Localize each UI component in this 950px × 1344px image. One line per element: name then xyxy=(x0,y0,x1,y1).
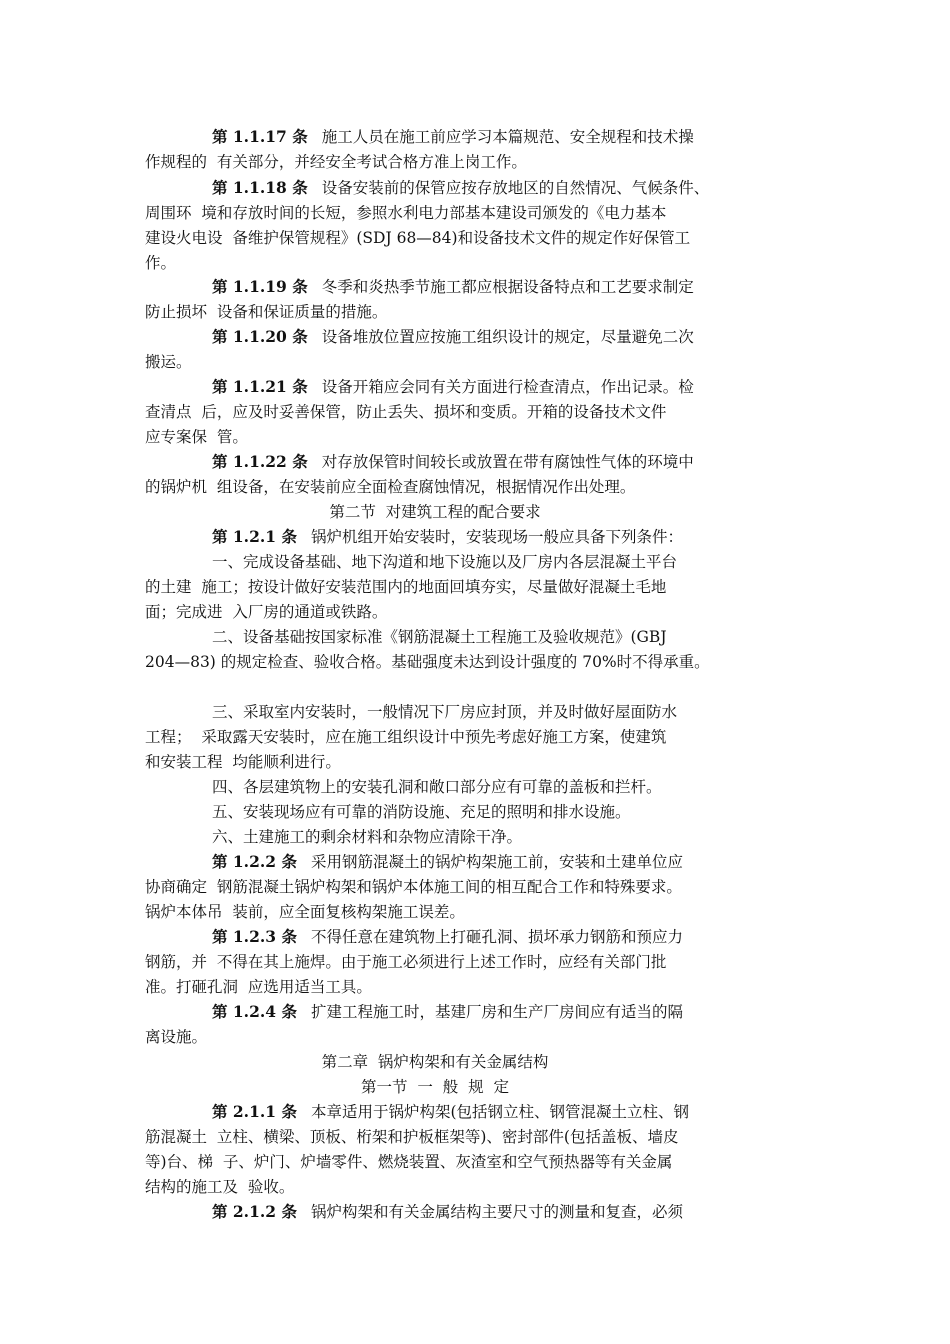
article-2-1-1-line-4: 结构的施工及 验收。 xyxy=(145,1178,295,1196)
article-1-2-2-line-1: 第 1.2.2 条 采用钢筋混凝土的锅炉构架施工前，安装和土建单位应 xyxy=(212,852,683,871)
article-number: 第 1.1.22 条 xyxy=(212,452,308,471)
article-1-1-20-line-2: 搬运。 xyxy=(145,353,192,371)
article-number: 第 1.1.21 条 xyxy=(212,377,308,396)
item-3-line-1: 三、采取室内安装时，一般情况下厂房应封顶，并及时做好屋面防水 xyxy=(212,703,678,721)
item-1-line-3: 面；完成进 入厂房的通道或铁路。 xyxy=(145,603,388,621)
article-number: 第 1.1.17 条 xyxy=(212,127,308,146)
item-3-line-2: 工程； 采取露天安装时，应在施工组织设计中预先考虑好施工方案，使建筑 xyxy=(145,728,667,746)
item-1-line-1: 一、完成设备基础、地下沟道和地下设施以及厂房内各层混凝土平台 xyxy=(212,553,678,571)
article-1-1-18-line-4: 作。 xyxy=(145,254,177,272)
item-2-line-1: 二、设备基础按国家标准《钢筋混凝土工程施工及验收规范》(GBJ xyxy=(212,628,667,646)
article-1-1-21-line-1: 第 1.1.21 条 设备开箱应会同有关方面进行检查清点，作出记录。检 xyxy=(212,377,694,396)
article-number: 第 2.1.1 条 xyxy=(212,1102,297,1121)
article-1-2-3-line-1: 第 1.2.3 条 不得任意在建筑物上打砸孔洞、损坏承力钢筋和预应力 xyxy=(212,927,683,946)
article-1-1-17-line-2: 作规程的 有关部分，并经安全考试合格方准上岗工作。 xyxy=(145,153,527,171)
article-1-1-17-line-1: 第 1.1.17 条 施工人员在施工前应学习本篇规范、安全规程和技术操 xyxy=(212,127,694,146)
item-1-line-2: 的土建 施工；按设计做好安装范围内的地面回填夯实，尽量做好混凝土毛地 xyxy=(145,578,667,596)
article-1-1-21-line-3: 应专案保 管。 xyxy=(145,428,248,446)
article-1-1-18-line-3: 建设火电设 备维护保管规程》(SDJ 68—84)和设备技术文件的规定作好保管工 xyxy=(145,229,691,247)
article-1-1-19-line-1: 第 1.1.19 条 冬季和炎热季节施工都应根据设备特点和工艺要求制定 xyxy=(212,277,694,296)
article-number: 第 1.1.18 条 xyxy=(212,178,308,197)
article-1-1-18-line-2: 周围环 境和存放时间的长短，参照水利电力部基本建设司颁发的《电力基本 xyxy=(145,204,667,222)
article-number: 第 1.2.2 条 xyxy=(212,852,297,871)
article-1-2-2-line-2: 协商确定 钢筋混凝土锅炉构架和锅炉本体施工间的相互配合工作和特殊要求。 xyxy=(145,878,682,896)
article-number: 第 1.2.3 条 xyxy=(212,927,297,946)
article-1-2-2-line-3: 锅炉本体吊 装前，应全面复核构架施工误差。 xyxy=(145,903,465,921)
article-number: 第 2.1.2 条 xyxy=(212,1202,297,1221)
article-2-1-1-line-2: 筋混凝土 立柱、横梁、顶板、桁架和护板框架等)、密封部件(包括盖板、墙皮 xyxy=(145,1128,679,1146)
article-number: 第 1.2.4 条 xyxy=(212,1002,297,1021)
article-1-1-21-line-2: 查清点 后，应及时妥善保管，防止丢失、损坏和变质。开箱的设备技术文件 xyxy=(145,403,667,421)
article-1-1-20-line-1: 第 1.1.20 条 设备堆放位置应按施工组织设计的规定，尽量避免二次 xyxy=(212,327,694,346)
article-2-1-1-line-1: 第 2.1.1 条 本章适用于锅炉构架(包括钢立柱、钢管混凝土立柱、钢 xyxy=(212,1102,690,1121)
section-heading: 第二节 对建筑工程的配合要求 xyxy=(329,503,541,521)
article-2-1-2-line-1: 第 2.1.2 条 锅炉构架和有关金属结构主要尺寸的测量和复查，必须 xyxy=(212,1202,683,1221)
article-number: 第 1.2.1 条 xyxy=(212,527,297,546)
article-1-1-19-line-2: 防止损坏 设备和保证质量的措施。 xyxy=(145,303,388,321)
section-heading: 第一节 一 般 规 定 xyxy=(361,1078,509,1096)
article-1-1-18-line-1: 第 1.1.18 条 设备安装前的保管应按存放地区的自然情况、气候条件、 xyxy=(212,178,710,197)
article-2-1-1-line-3: 等)台、梯 子、炉门、炉墙零件、燃烧装置、灰渣室和空气预热器等有关金属 xyxy=(145,1153,673,1171)
item-6: 六、土建施工的剩余材料和杂物应清除干净。 xyxy=(212,828,523,846)
item-3-line-3: 和安装工程 均能顺利进行。 xyxy=(145,753,341,771)
article-1-2-1-line-1: 第 1.2.1 条 锅炉机组开始安装时，安装现场一般应具备下列条件： xyxy=(212,527,683,546)
article-1-2-4-line-2: 离设施。 xyxy=(145,1028,208,1046)
article-number: 第 1.1.20 条 xyxy=(212,327,308,346)
article-1-1-22-line-2: 的锅炉机 组设备，在安装前应全面检查腐蚀情况，根据情况作出处理。 xyxy=(145,478,636,496)
article-1-2-3-line-2: 钢筋，并 不得在其上施焊。由于施工必须进行上述工作时，应经有关部门批 xyxy=(145,953,667,971)
article-1-2-4-line-1: 第 1.2.4 条 扩建工程施工时，基建厂房和生产厂房间应有适当的隔 xyxy=(212,1002,683,1021)
article-number: 第 1.1.19 条 xyxy=(212,277,308,296)
item-5: 五、安装现场应有可靠的消防设施、充足的照明和排水设施。 xyxy=(212,803,631,821)
chapter-heading: 第二章 锅炉构架和有关金属结构 xyxy=(321,1053,549,1071)
article-1-2-3-line-3: 准。打砸孔洞 应选用适当工具。 xyxy=(145,978,372,996)
item-4: 四、各层建筑物上的安装孔洞和敞口部分应有可靠的盖板和拦杆。 xyxy=(212,778,662,796)
article-1-1-22-line-1: 第 1.1.22 条 对存放保管时间较长或放置在带有腐蚀性气体的环境中 xyxy=(212,452,694,471)
item-2-line-2: 204—83) 的规定检查、验收合格。基础强度未达到设计强度的 70%时不得承重。 xyxy=(145,653,710,671)
